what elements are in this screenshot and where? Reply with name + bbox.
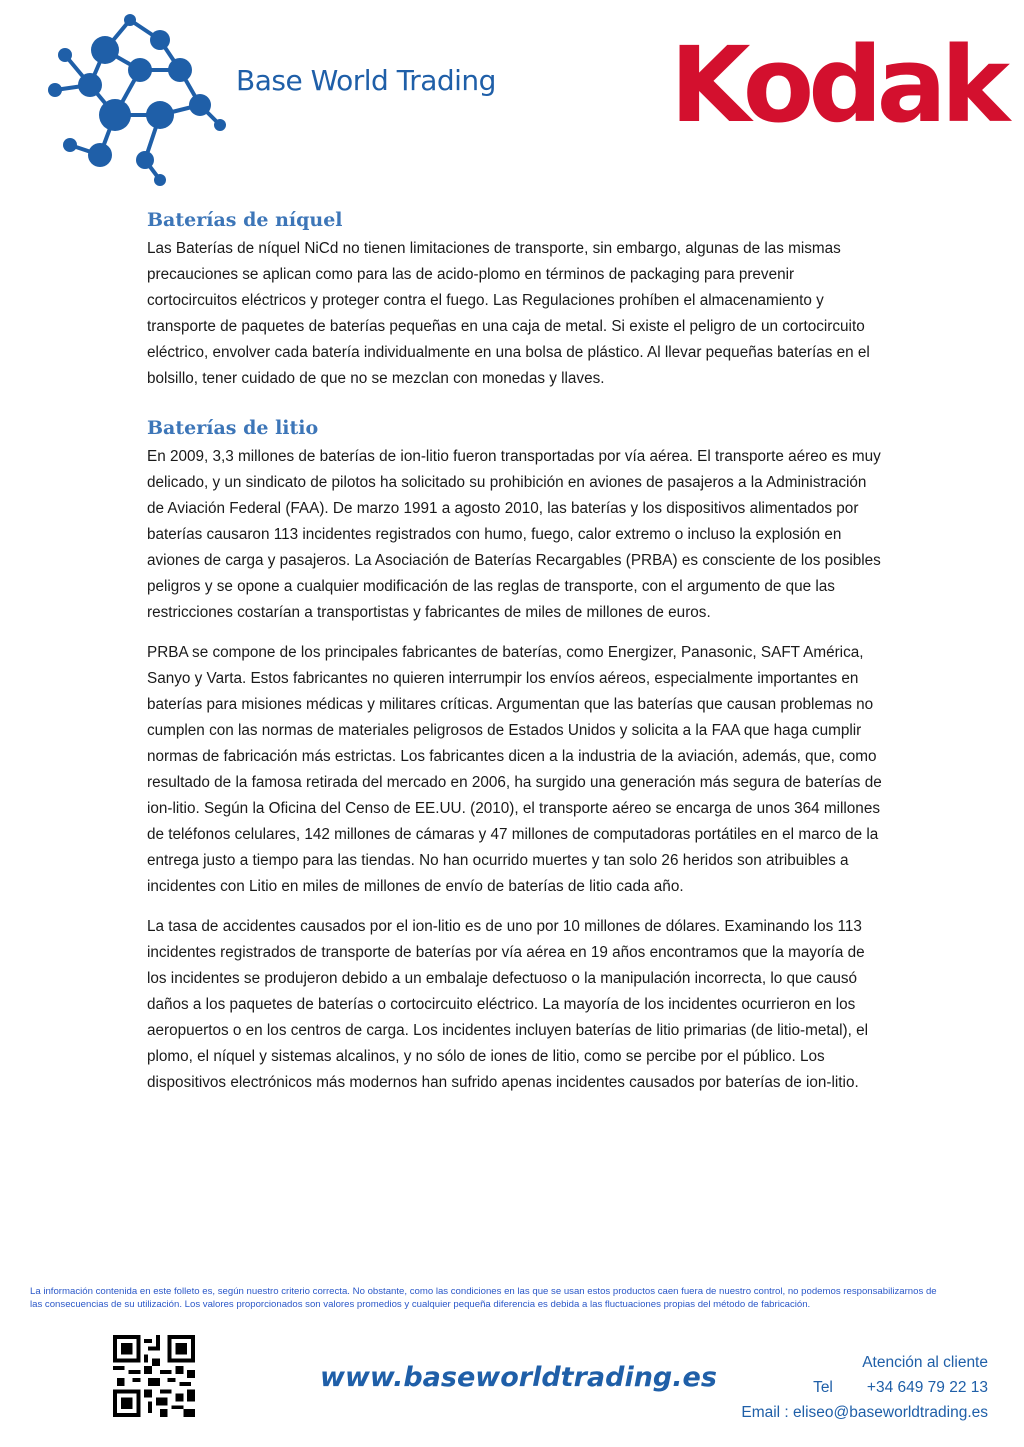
contact-block — [741, 1350, 988, 1425]
brand-name: Base World Trading — [236, 64, 496, 97]
contact-title: Atención al cliente — [862, 1354, 988, 1371]
disclaimer-line: La información contenida en este folleto es, según nuestro criterio correcta. No obstante, como las condiciones en las que se usan estos productos caen fuera de nuestro control, no podemos responsabilizarnos de — [30, 1286, 937, 1297]
disclaimer — [30, 1286, 1010, 1311]
paragraph: En 2009, 3,3 millones de baterías de ion-litio fueron transportadas por vía aérea. El transporte aéreo es muy delicado, y un sindicato de pilotos ha solicitado su prohibición en aviones de pasajeros a la Administración de Aviación Federal (FAA). De marzo 1991 a agosto 2010, las baterías y los dispositivos alimentados por baterías causaron 113 incidentes registrados con humo, fuego, calor extremo o incluso la explosión en aviones de carga y pasajeros. La Asociación de Baterías Recargables (PRBA) es consciente de los posibles peligros y se opone a cualquier modificación de las reglas de transporte, con el argumento de que las restricciones costarían a transportistas y fabricantes de miles de millones de euros. — [147, 448, 881, 621]
disclaimer-line: las consecuencias de su utilización. Los valores proporcionados son valores promedios y cualquier pequeña diferencia es debida a las fluctuaciones propias del método de fabricación. — [30, 1298, 811, 1310]
kodak-logo: Kodak — [670, 24, 1004, 146]
document-body — [147, 206, 887, 1110]
paragraph: PRBA se compone de los principales fabricantes de baterías, como Energizer, Panasonic, SAFT América, Sanyo y Varta. Estos fabricantes no quieren interrumpir los envíos aéreos, especialmente importantes en baterías para misiones médicas y militares críticas. Argumentan que las baterías que causan problemas no cumplen con las normas de materiales peligrosos de Estados Unidos y solicita a la FAA que haga cumplir normas de fabricación más estrictas. Los fabricantes dicen a la industria de la aviación, además, que, como resultado de la famosa retirada del mercado en 2006, ha surgido una generación más segura de baterías de ion-litio. Según la Oficina del Censo de EE.UU. (2010), el transporte aéreo se encarga de unos 364 millones de teléfonos celulares, 142 millones de cámaras y 47 millones de computadoras portátiles en el marco de la entrega justo a tiempo para las tiendas. No han ocurrido muertes y tan solo 26 heridos son atribuibles a incidentes con Litio en miles de millones de envío de baterías de litio cada año. — [147, 644, 882, 895]
section-heading-lithium: Baterías de litio — [147, 417, 319, 439]
section-heading-nickel: Baterías de níquel — [147, 209, 343, 231]
tel-label: Tel — [813, 1379, 833, 1396]
tel-number[interactable]: +34 649 79 22 13 — [866, 1379, 988, 1396]
qr-code-icon — [113, 1335, 195, 1417]
website-link[interactable]: www.baseworldtrading.es — [320, 1362, 717, 1393]
phone-row — [741, 1375, 988, 1400]
paragraph: La tasa de accidentes causados por el ion-litio es de uno por 10 millones de dólares. Examinando los 113 incidentes registrados de transporte de baterías por vía aérea en 19 años encontramos que la mayoría de los incidentes se produjeron debido a un embalaje defectuoso o la manipulación incorrecta, lo que causó daños a los paquetes de baterías o cortocircuito eléctrico. La mayoría de los incidentes ocurrieron en los aeropuertos o en los centros de carga. Los incidentes incluyen baterías de litio primarias (de litio-metal), el plomo, el níquel y sistemas alcalinos, y no sólo de iones de litio, como se percibe por el público. Los dispositivos electrónicos más modernos han sufrido apenas incidentes causados por baterías de ion-litio. — [147, 918, 869, 1091]
base-world-trading-logo — [30, 10, 230, 190]
email-line[interactable]: Email : eliseo@baseworldtrading.es — [741, 1404, 988, 1421]
paragraph: Las Baterías de níquel NiCd no tienen limitaciones de transporte, sin embargo, algunas de las mismas precauciones se aplican como para las de acido-plomo en términos de packaging para prevenir cortocircuitos eléctricos y proteger contra el fuego. Las Regulaciones prohíben el almacenamiento y transporte de paquetes de baterías pequeñas en una caja de metal. Si existe el peligro de un cortocircuito eléctrico, envolver cada batería individualmente en una bolsa de plástico. Al llevar pequeñas baterías en el bolsillo, tener cuidado de que no se mezclan con monedas y llaves. — [147, 240, 870, 387]
